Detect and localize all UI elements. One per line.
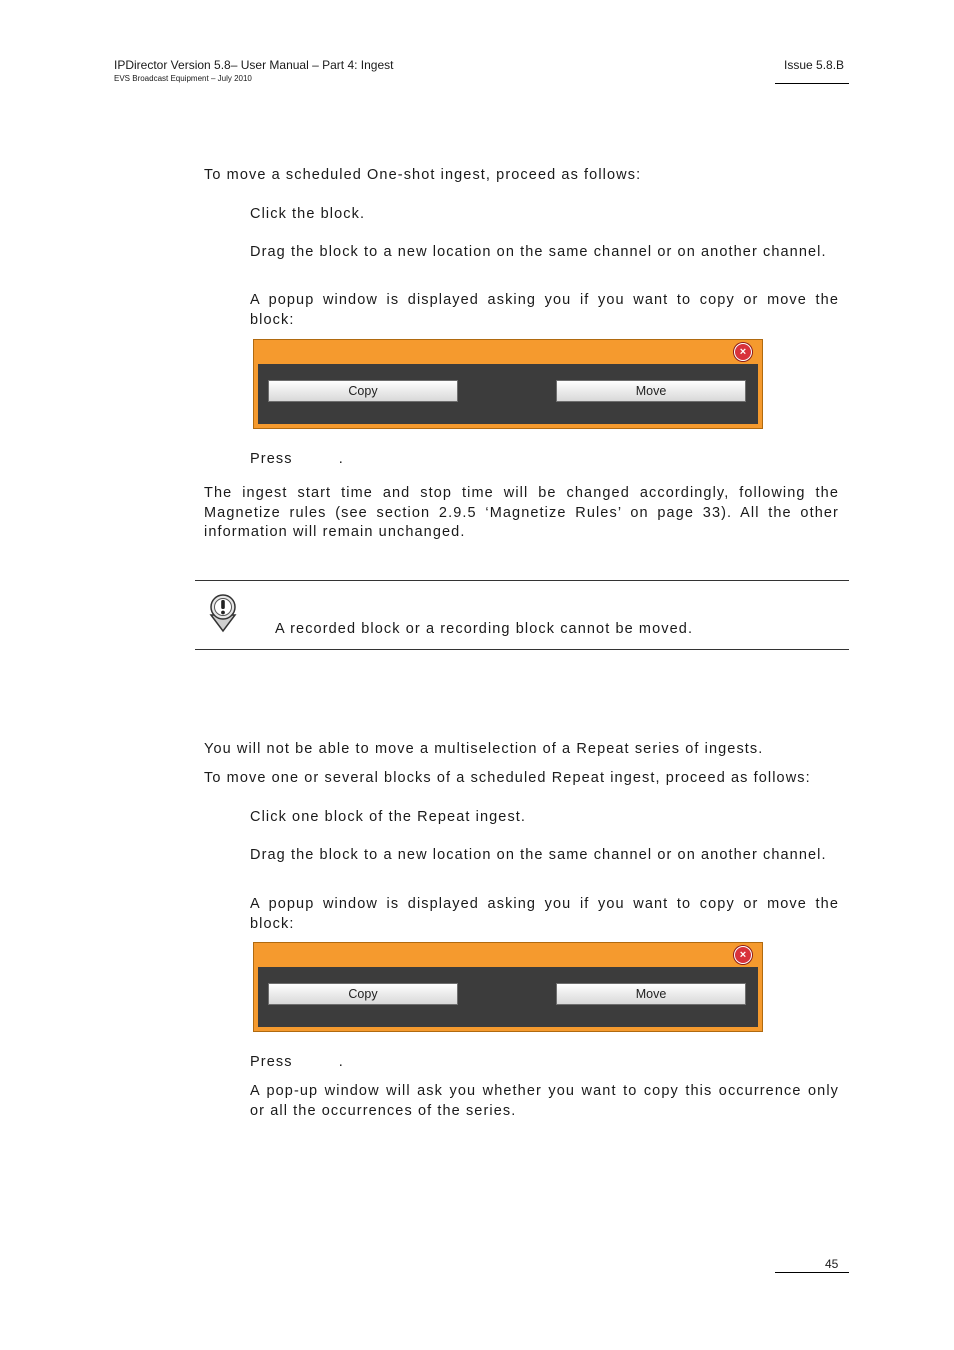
section2-step2: Drag the block to a new location on the same channel or on another channel. [250,847,827,863]
move-button[interactable]: Move [556,983,746,1005]
close-icon[interactable]: × [734,343,752,361]
header-issue: Issue 5.8.B [784,58,845,72]
section1-step1: Click the block. [250,206,366,222]
section2-step1: Click one block of the Repeat ingest. [250,809,527,825]
page-number: 45 [825,1257,839,1271]
section2-step3: A popup window is displayed asking you if you want to copy or move the block: [250,896,839,932]
header-subtitle: EVS Broadcast Equipment – July 2010 [114,74,252,83]
section2-step5: A pop-up window will ask you whether you want to copy this occurrence only or all the occurrences of the series. [250,1083,839,1119]
header-rule [775,83,849,84]
section1-step2: Drag the block to a new location on the same channel or on another channel. [250,244,827,260]
copy-button[interactable]: Copy [268,983,458,1005]
note-bottom-rule [195,649,849,650]
section2-intro: To move one or several blocks of a scheduled Repeat ingest, proceed as follows: [204,770,811,786]
move-button[interactable]: Move [556,380,746,402]
section1-intro: To move a scheduled One-shot ingest, proceed as follows: [204,167,642,183]
footer-rule [775,1272,849,1273]
note-text: A recorded block or a recording block cannot be moved. [275,621,694,637]
header-title: IPDirector Version 5.8– User Manual – Part 4: Ingest [114,58,394,72]
note-exclamation-icon [205,593,241,635]
section2-para1: You will not be able to move a multiselection of a Repeat series of ingests. [204,741,764,757]
section1-result: The ingest start time and stop time will be changed accordingly, following the Magnetize rules (see section 2.9.5 ‘Magnetize Rules’ on page 33). All the other information will remain unchanged. [204,485,839,540]
popup-body [258,967,758,1027]
section2-step4: Press . [250,1054,344,1070]
close-icon[interactable]: × [734,946,752,964]
section1-step3: A popup window is displayed asking you if you want to copy or move the block: [250,292,839,328]
copy-move-popup-2 [253,942,763,1032]
copy-button[interactable]: Copy [268,380,458,402]
popup-body [258,364,758,424]
note-top-rule [195,580,849,581]
section1-step4: Press . [250,451,344,467]
copy-move-popup [253,339,763,429]
